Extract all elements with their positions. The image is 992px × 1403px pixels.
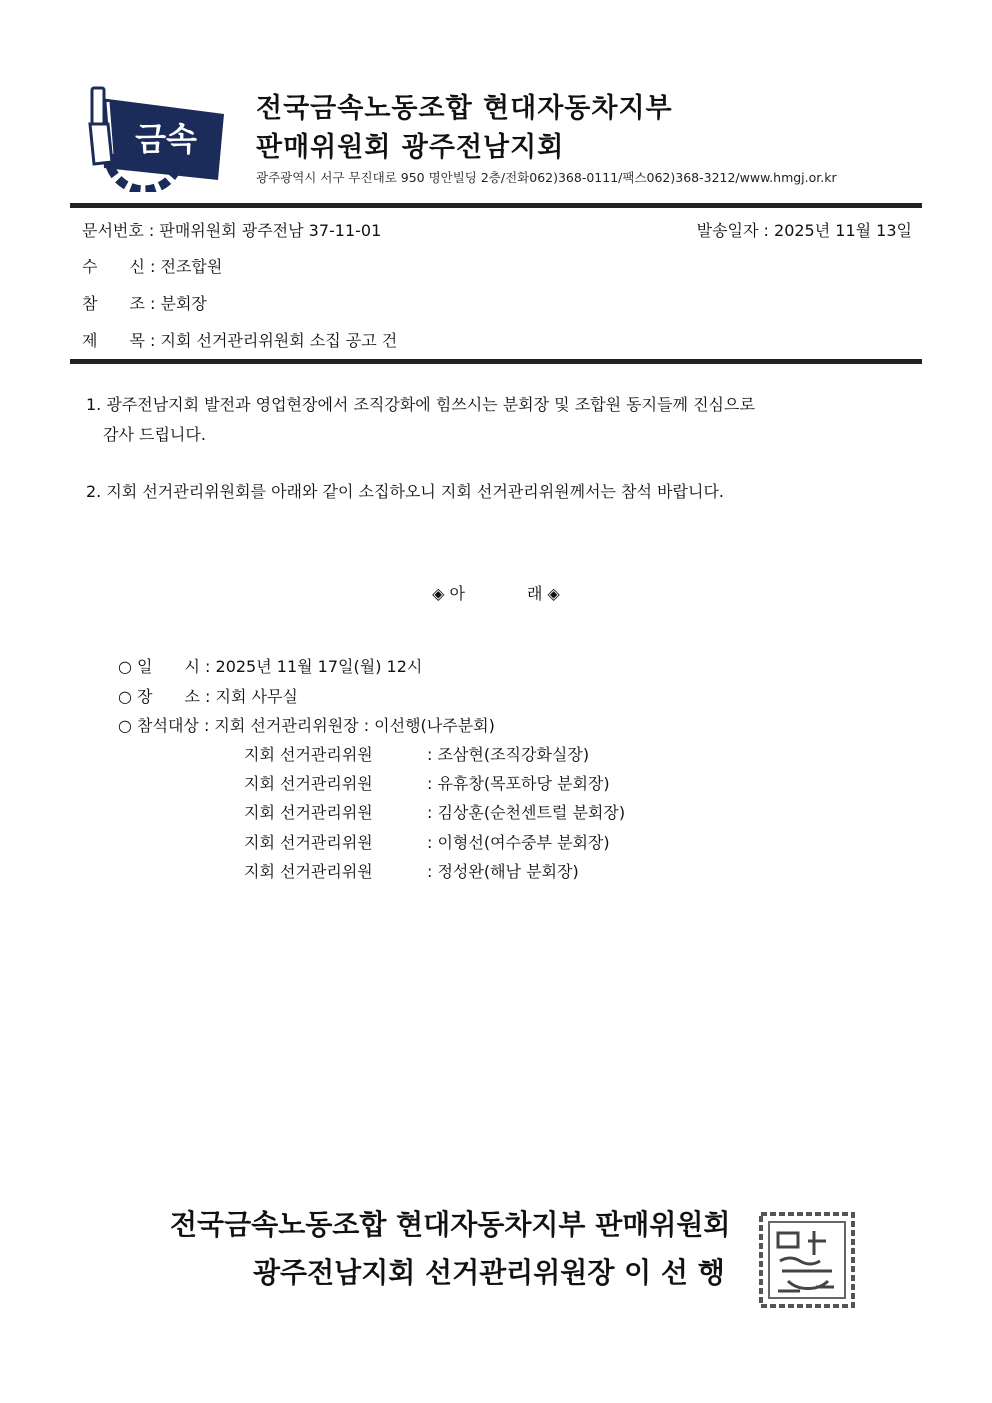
logo-text: 금속 bbox=[135, 120, 197, 158]
paragraph-2: 2. 지회 선거관리위원회를 아래와 같이 소집하오니 지회 선거관리위원께서는 참석 바랍니다. bbox=[86, 482, 724, 501]
member-name: : 정성완(해남 분회장) bbox=[427, 862, 579, 881]
member-role: 지회 선거관리위원 bbox=[244, 803, 373, 822]
heading-right: 래 ◈ bbox=[527, 584, 560, 603]
subject-value: : 지회 선거관리위원회 소집 공고 건 bbox=[150, 331, 398, 350]
org-name-line2: 판매위원회 광주전남지회 bbox=[256, 132, 565, 163]
official-seal bbox=[758, 1211, 856, 1309]
member-role: 지회 선거관리위원 bbox=[244, 745, 373, 764]
reference-row bbox=[82, 291, 207, 314]
top-divider bbox=[70, 203, 922, 208]
recipient-label: 수 신 bbox=[82, 257, 145, 276]
member-name: : 김상훈(순천센트럴 분회장) bbox=[427, 803, 626, 822]
subject-row bbox=[82, 328, 397, 351]
member-role: 지회 선거관리위원 bbox=[244, 862, 373, 881]
detail-datetime: ○ 일 시 : 2025년 11월 17일(월) 12시 bbox=[118, 657, 423, 676]
recipient-value: : 전조합원 bbox=[150, 257, 223, 276]
subject-label: 제 목 bbox=[82, 331, 145, 350]
paragraph-1-line1: 1. 광주전남지회 발전과 영업현장에서 조직강화에 힘쓰시는 분회장 및 조합원 동지들께 진심으로 bbox=[86, 395, 755, 414]
member-role: 지회 선거관리위원 bbox=[244, 774, 373, 793]
paragraph-1-line2: 감사 드립니다. bbox=[103, 425, 206, 444]
signature-org: 전국금속노동조합 현대자동차지부 판매위원회 bbox=[170, 1208, 731, 1241]
contact-address: 광주광역시 서구 무진대로 950 명안빌딩 2층/전화062)368-0111/팩스062)368-3212/www.hmgj.or.kr bbox=[256, 170, 837, 185]
detail-attendees: ○ 참석대상 : 지회 선거관리위원장 : 이선행(나주분회) bbox=[118, 716, 495, 735]
send-date: 발송일자 : 2025년 11월 13일 bbox=[696, 221, 912, 240]
member-name: : 조삼현(조직강화실장) bbox=[427, 745, 590, 764]
paragraph-1 bbox=[86, 390, 916, 450]
recipient-row bbox=[82, 254, 222, 277]
middle-divider bbox=[70, 359, 922, 364]
section-heading bbox=[0, 581, 992, 604]
heading-left: ◈ 아 bbox=[432, 584, 465, 603]
org-name-line1: 전국금속노동조합 현대자동차지부 bbox=[256, 93, 673, 124]
doc-number: 문서번호 : 판매위원회 광주전남 37-11-01 bbox=[82, 221, 382, 240]
member-name: : 유휴창(목포하당 분회장) bbox=[427, 774, 610, 793]
member-name: : 이형선(여수중부 분회장) bbox=[427, 833, 610, 852]
reference-label: 참 조 bbox=[82, 294, 145, 313]
reference-value: : 분회장 bbox=[150, 294, 207, 313]
detail-place: ○ 장 소 : 지회 사무실 bbox=[118, 687, 298, 706]
member-role: 지회 선거관리위원 bbox=[244, 833, 373, 852]
union-logo bbox=[82, 84, 232, 192]
signature-chair: 광주전남지회 선거관리위원장 이 선 행 bbox=[253, 1256, 725, 1289]
